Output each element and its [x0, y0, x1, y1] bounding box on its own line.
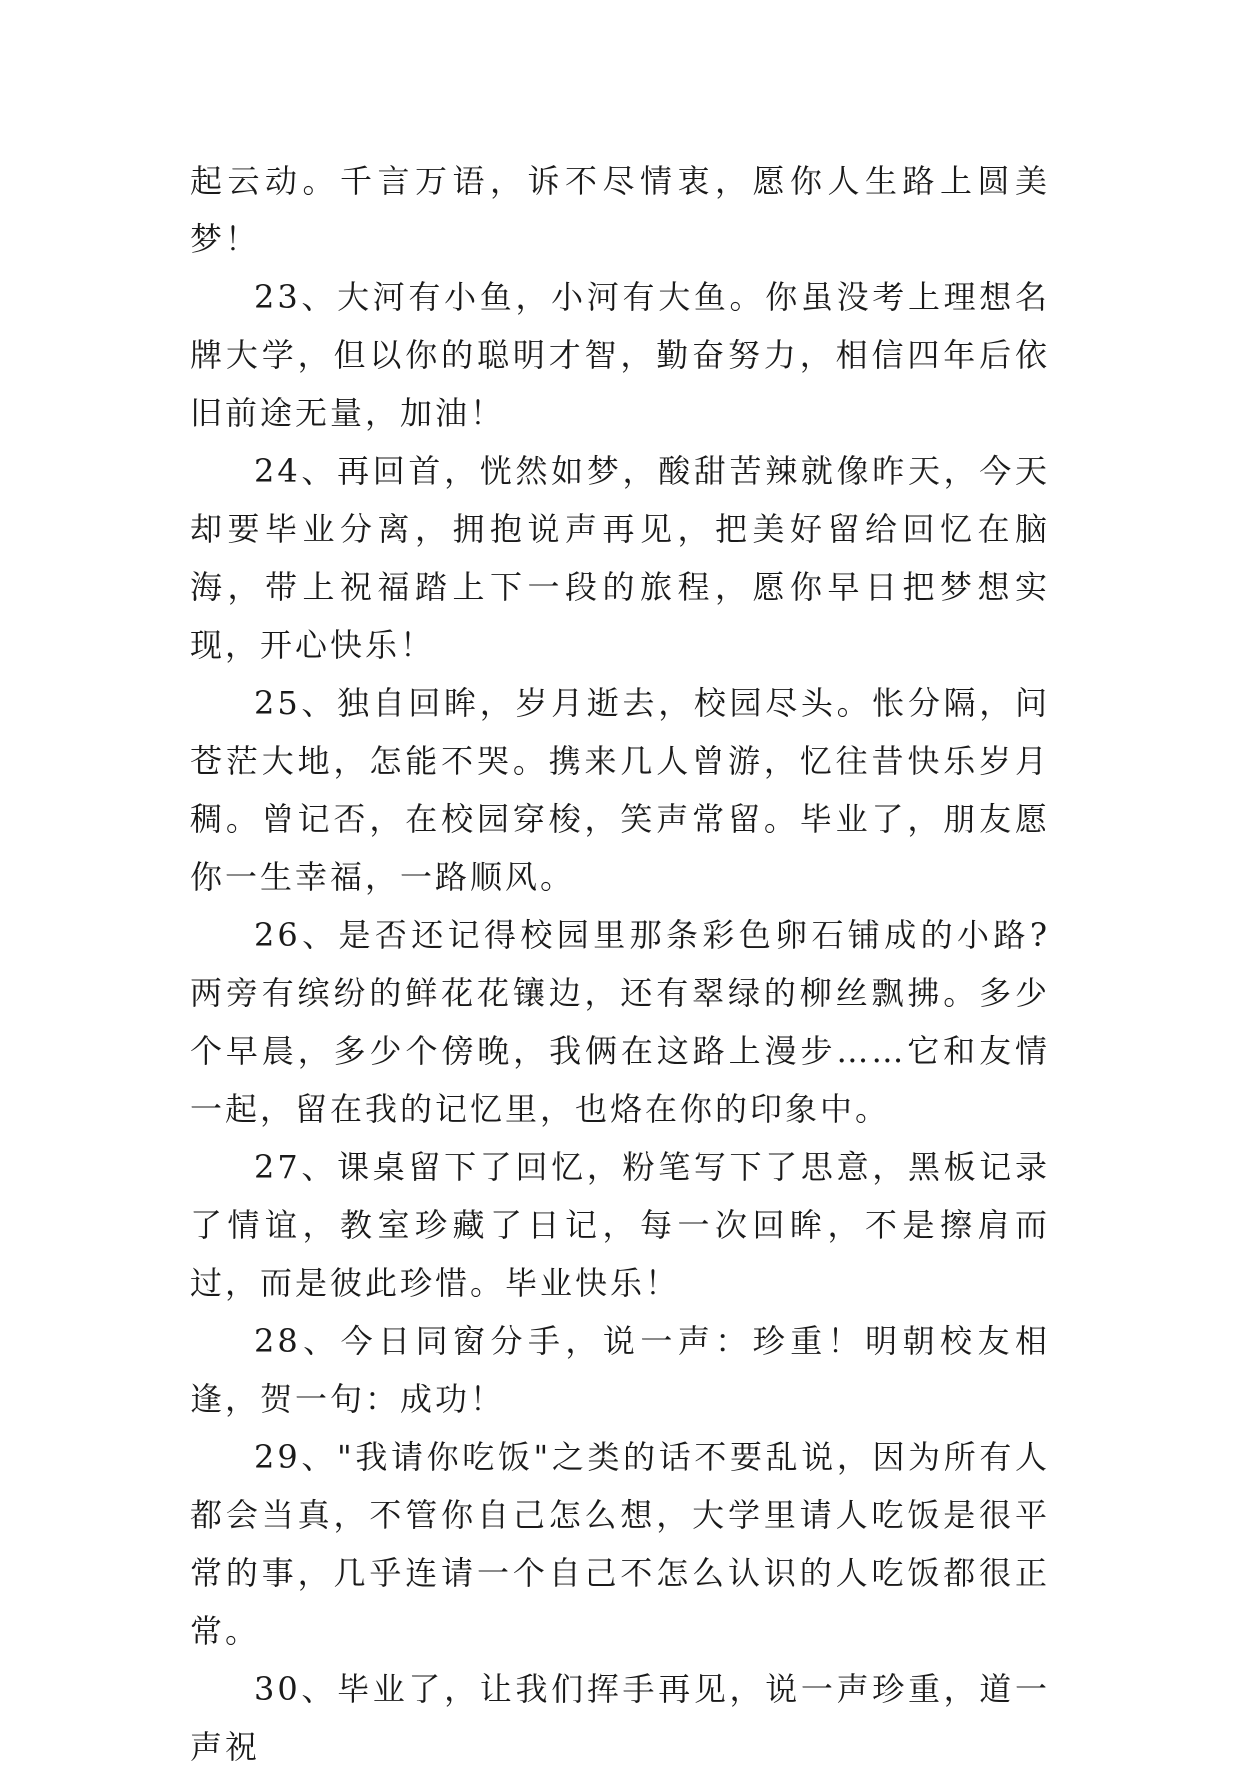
paragraph-25: 25、独自回眸，岁月逝去，校园尽头。怅分隔，问苍茫大地，怎能不哭。携来几人曾游，忆往昔快乐岁月稠。曾记否，在校园穿梭，笑声常留。毕业了，朋友愿你一生幸福，一路顺风。 [190, 684, 1050, 896]
paragraph-30: 30、毕业了，让我们挥手再见，说一声珍重，道一声祝 [190, 1670, 1050, 1766]
paragraph-continuation: 起云动。千言万语，诉不尽情衷，愿你人生路上圆美梦！ [190, 162, 1050, 258]
paragraph-23: 23、大河有小鱼，小河有大鱼。你虽没考上理想名牌大学，但以你的聪明才智，勤奋努力，相信四年后依旧前途无量，加油！ [190, 278, 1050, 432]
paragraph-24: 24、再回首，恍然如梦，酸甜苦辣就像昨天，今天却要毕业分离，拥抱说声再见，把美好留给回忆在脑海，带上祝福踏上下一段的旅程，愿你早日把梦想实现，开心快乐！ [190, 452, 1050, 664]
paragraph-27: 27、课桌留下了回忆，粉笔写下了思意，黑板记录了情谊，教室珍藏了日记，每一次回眸，不是擦肩而过，而是彼此珍惜。毕业快乐！ [190, 1148, 1050, 1302]
paragraph-28: 28、今日同窗分手，说一声：珍重！明朝校友相逢，贺一句：成功！ [190, 1322, 1050, 1418]
document-body [190, 152, 1050, 1776]
paragraph-26: 26、是否还记得校园里那条彩色卵石铺成的小路?两旁有缤纷的鲜花花镶边，还有翠绿的柳丝飘拂。多少个早晨，多少个傍晚，我俩在这路上漫步……它和友情一起，留在我的记忆里，也烙在你的印象中。 [190, 916, 1050, 1128]
paragraph-29: 29、"我请你吃饭"之类的话不要乱说，因为所有人都会当真，不管你自己怎么想，大学里请人吃饭是很平常的事，几乎连请一个自己不怎么认识的人吃饭都很正常。 [190, 1438, 1050, 1650]
